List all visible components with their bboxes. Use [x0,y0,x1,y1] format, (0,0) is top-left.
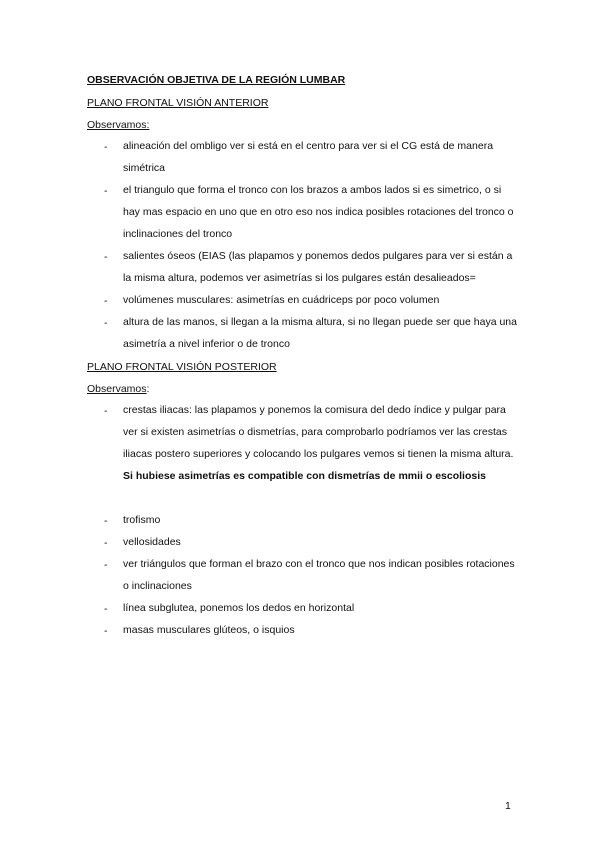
list-item-posterior-1 [123,399,518,487]
observamos-word: Observamos [87,383,147,395]
list-item-posterior-2: trofismo [123,514,161,526]
bullet-dash: - [104,251,108,263]
section-heading-posterior: PLANO FRONTAL VISIÓN POSTERIOR [87,361,277,373]
bullet-dash: - [104,295,108,307]
bullet-dash: - [104,141,108,153]
page-number: 1 [505,800,511,812]
list-item-anterior-1: alineación del ombligo ver si está en el centro para ver si el CG está de manera simétrica [123,140,494,174]
list-item-anterior-5: altura de las manos, si llegan a la misma altura, si no llegan puede ser que haya una asimetría a nivel inferior o de tronco [123,316,517,350]
bullet-dash: - [104,405,108,417]
section-heading-anterior: PLANO FRONTAL VISIÓN ANTERIOR [87,97,269,109]
list-item-anterior-2: el triangulo que forma el tronco con los brazos a ambos lados si es simetrico, o si hay mas espacio en uno que en otro eso nos indica posibles rotaciones del tronco o inclinaciones del tronco [123,184,514,240]
observamos-label-posterior [87,382,149,396]
bullet-dash: - [104,625,108,637]
observamos-colon: : [146,383,150,395]
bullet-dash: - [104,537,108,549]
list-item-posterior-5: línea subglutea, ponemos los dedos en horizontal [123,602,355,614]
list-item-anterior-4: volúmenes musculares: asimetrías en cuádriceps por poco volumen [123,294,440,306]
observamos-label-anterior: Observamos: [87,119,150,131]
list-item-posterior-6: masas musculares glúteos, o isquios [123,624,295,636]
list-item-posterior-3: vellosidades [123,536,181,548]
list-item-anterior-3: salientes óseos (EIAS (las plapamos y ponemos dedos pulgares para ver si están a la misma altura, podemos ver asimetrías si los pulgares están desalieados= [123,250,513,284]
bullet-dash: - [104,603,108,615]
list-item-posterior-1-text: crestas iliacas: las plapamos y ponemos la comisura del dedo índice y pulgar para ver si existen asimetrías o dismetrías, para comprobarlo podríamos ver las crestas iliacas postero superiores y colocando los pulgares vemos si tienen la misma altura. [123,404,514,460]
bullet-dash: - [104,515,108,527]
bullet-dash: - [104,317,108,329]
bullet-dash: - [104,559,108,571]
list-item-posterior-4: ver triángulos que forman el brazo con el tronco que nos indican posibles rotaciones o inclinaciones [123,558,515,592]
document-title: OBSERVACIÓN OBJETIVA DE LA REGIÓN LUMBAR [87,74,346,86]
list-item-posterior-1-bold: Si hubiese asimetrías es compatible con dismetrías de mmii o escoliosis [123,470,486,482]
bullet-dash: - [104,185,108,197]
